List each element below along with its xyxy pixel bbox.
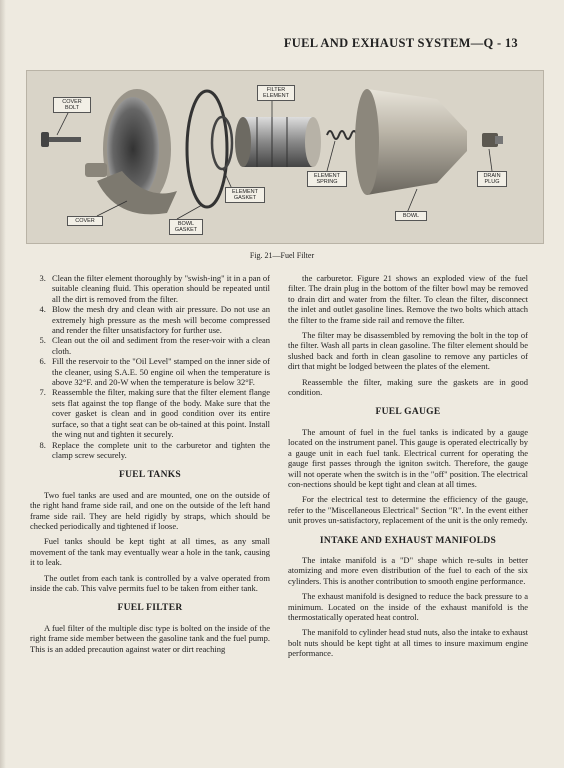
callout-bowl: BOWL (395, 211, 427, 221)
cover-bolt-part (41, 132, 81, 147)
bowl-part (355, 89, 467, 195)
callout-bowl-gasket: BOWL GASKET (169, 219, 203, 235)
manifolds-heading: INTAKE AND EXHAUST MANIFOLDS (319, 535, 497, 546)
drain-plug-part (482, 133, 503, 147)
paragraph: the carburetor. Figure 21 shows an exploded view of the fuel filter. The drain plug in the bottom of the filter bowl may be removed to drain dirt and water from the filter. To clean the filter, disconnect the inlet and outlet gasoline lines. Remove the two bolts which attach the filter to the frame side rail and remove the filter. (288, 273, 528, 325)
callout-cover-bolt: COVER BOLT (53, 97, 91, 113)
paragraph: Fuel tanks should be kept tight at all times, as any small movement of the tank may eventually wear a hole in the tank, causing it to leak. (30, 536, 270, 568)
callout-filter-element: FILTER ELEMENT (257, 85, 295, 101)
bowl-gasket-ring (187, 91, 227, 207)
paragraph: The exhaust manifold is designed to reduce the back pressure to a minimum. Located on the inside of the exhaust manifold is the thermostatically operated heat control. (288, 591, 528, 622)
paragraph: Two fuel tanks are used and are mounted, one on the outside of the right hand frame side rail, and one on the outside of the left hand frame side rail. They are held rigidly by straps, which should be checked periodically and tightened if loose. (30, 489, 270, 531)
paragraph: The amount of fuel in the fuel tanks is indicated by a gauge located on the instrument panel. This gauge is operated electrically by a gauge unit in each fuel tank. Electrical current for operating the gauge first passes through the igniton switch. Therefore, the gauge will not operate when the switch is in the "off" position. The electrical con-nections should be kept tight and clean at all times. (288, 426, 528, 489)
paragraph: The intake manifold is a "D" shape which re-sults in better atomizing and more even distribution of the fuel to each of the six cylinders. This is another contribution to smooth engine performance. (288, 554, 528, 586)
step-item: 6. Fill the reservoir to the "Oil Level" stamped on the inner side of the cleaner, using S.A.E. 50 engine oil when the temperature is above 32°F. and 20-W when the temperature is below 32°F. (48, 356, 270, 387)
step-item: 5. Clean out the oil and sediment from the reser-voir with a clean cloth. (48, 335, 270, 356)
paragraph: The outlet from each tank is controlled by a valve operated from inside the cab. This valve permits fuel to be taken from either tank. (30, 572, 270, 593)
right-column (288, 273, 528, 664)
paragraph: For the electrical test to determine the efficiency of the gauge, refer to the "Miscellaneous Electrical" Section "R". In the event either unit proves un-satisfactory, replacement of the unit is the only remedy. (288, 494, 528, 526)
paragraph: Reassemble the filter, making sure the gaskets are in good condition. (288, 376, 528, 398)
callout-cover: COVER (67, 216, 103, 226)
paragraph: A fuel filter of the multiple disc type is bolted on the inside of the right frame side member between the gasoline tank and the fuel pump. This is an added precaution against water or dirt reaching (30, 622, 270, 654)
fuel-filter-figure (26, 70, 544, 244)
paragraph: The manifold to cylinder head stud nuts, also the intake to exhaust bolt nuts should be kept tight at all times to insure maximum engine performance. (288, 627, 528, 659)
step-item: 8. Replace the complete unit to the carburetor and tighten the clamp screw securely. (48, 440, 270, 461)
fuel-tanks-heading: FUEL TANKS (118, 470, 182, 481)
page-edge-shadow (0, 0, 6, 768)
callout-drain-plug: DRAIN PLUG (477, 171, 507, 187)
element-spring-part (327, 131, 357, 139)
cover-part (85, 89, 177, 214)
cleaning-steps-list (30, 273, 270, 460)
element-gasket-ring (212, 117, 232, 169)
filter-element-part (235, 117, 321, 167)
fuel-gauge-heading: FUEL GAUGE (375, 407, 441, 418)
step-item: 7. Reassemble the filter, making sure that the filter element flange sets flat against the top flange of the body. Make sure that the cover gasket is clean and in good condition over its entire surface, so that a tight seat can be ob-tained at this point. Install the wing nut and tighten it securely. (48, 387, 270, 439)
callout-element-gasket: ELEMENT GASKET (225, 187, 265, 203)
step-item: 4. Blow the mesh dry and clean with air pressure. Do not use an extremely high pressure as the mesh will become compressed and render the filter unsatisfactory for further use. (48, 304, 270, 335)
left-column (30, 273, 270, 659)
page-header: FUEL AND EXHAUST SYSTEM—Q - 13 (283, 36, 518, 50)
step-item: 3. Clean the filter element thoroughly by "swish-ing" it in a pan of suitable cleaning fluid. This operation should be repeated until all the dirt is removed from the filter. (48, 273, 270, 304)
figure-caption: Fig. 21—Fuel Filter (249, 251, 315, 260)
callout-element-spring: ELEMENT SPRING (307, 171, 347, 187)
paragraph: The filter may be disassembled by removing the bolt in the top of the filter. Wash all parts in clean gasoline. The filter element should be slushed back and forth in clean gasoline to remove any particles of dirt that might be lodged between the plates of the element. (288, 330, 528, 372)
fuel-filter-heading: FUEL FILTER (117, 603, 183, 614)
